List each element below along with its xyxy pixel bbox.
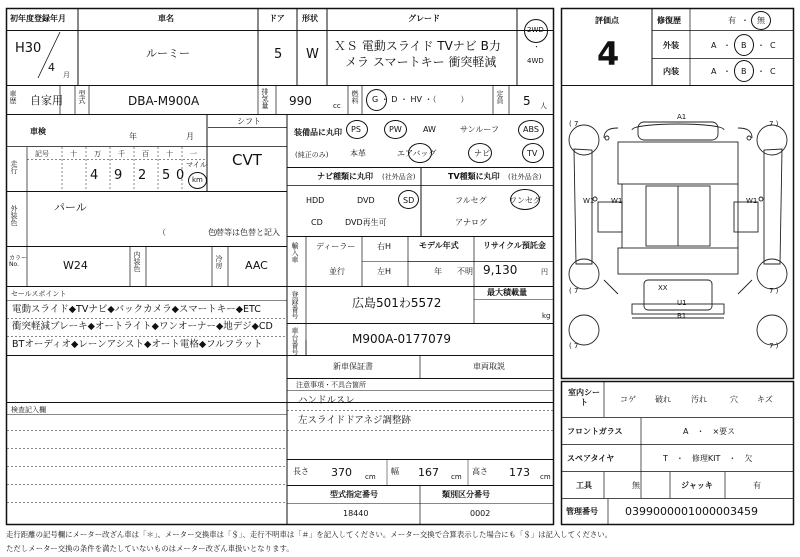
tv-fullseg: フルセグ xyxy=(455,196,487,205)
vehicle-manual: 車両取説 xyxy=(473,362,505,371)
chassis-label: 車台番号 xyxy=(291,327,299,355)
windshield-label: フロントガラス xyxy=(567,427,623,436)
displacement-value: 990 xyxy=(289,94,312,108)
diagram-bracket: 7 ) xyxy=(769,342,779,350)
width-unit: cm xyxy=(451,473,462,481)
first-reg-year: H30 xyxy=(15,41,42,56)
interior-opt-b: B xyxy=(741,67,747,76)
model-label: 型式 xyxy=(78,90,86,104)
class-label: 類別区分番号 xyxy=(442,490,490,499)
mileage-unit-mile: マイル xyxy=(186,161,207,169)
equip-abs: ABS xyxy=(523,125,539,134)
registration-label: 登録番号 xyxy=(291,291,299,319)
inspection-month-unit: 月 xyxy=(186,132,194,141)
tv-oneseg: ワンセグ xyxy=(509,196,541,205)
seat-dirt: 汚れ xyxy=(691,395,707,404)
color-paren: （ ） xyxy=(158,228,222,237)
car-name: ルーミー xyxy=(146,47,190,60)
management-label: 管理番号 xyxy=(566,507,598,516)
equip-leather: 本革 xyxy=(350,149,366,158)
color-value: パール xyxy=(54,201,87,214)
equip-pw: PW xyxy=(389,125,402,134)
designation-value: 18440 xyxy=(343,509,369,518)
capacity-value: 5 xyxy=(523,94,531,108)
exterior-opt-dot1: ・ xyxy=(723,41,731,50)
drive-2wd: 2WD xyxy=(527,26,544,34)
navi-sub: (社外品含) xyxy=(382,173,416,181)
exterior-opt-b: B xyxy=(741,41,747,50)
exterior-opt-dot2: ・ xyxy=(757,41,765,50)
diagram-bracket: ( 7 xyxy=(569,342,579,350)
tv-sub: (社外品含) xyxy=(508,173,542,181)
diagram-mark-u1: U1 xyxy=(677,299,687,307)
registration-value: 広島501わ5572 xyxy=(352,296,442,310)
navi-dvd: DVD xyxy=(357,196,375,205)
car-damage-diagram xyxy=(562,94,794,374)
height-label: 高さ xyxy=(472,467,488,476)
navi-dvd-play: DVD再生可 xyxy=(345,218,387,227)
equip-tv: TV xyxy=(527,149,538,158)
windshield-options: A ・ ×要ス xyxy=(683,427,736,436)
displacement-label: 排気量 xyxy=(261,88,269,109)
mileage-label: 走行 xyxy=(10,160,18,174)
exterior-opt-c: C xyxy=(770,41,776,50)
inspection-label: 車検 xyxy=(30,127,46,136)
repair-opt-no: 無 xyxy=(757,16,765,25)
interior-opt-c: C xyxy=(770,67,776,76)
seat-tear: 破れ xyxy=(655,395,671,404)
doors-value: 5 xyxy=(274,47,283,62)
chassis-value: M900A-0177079 xyxy=(352,332,451,346)
score-value: 4 xyxy=(597,35,620,73)
interior-seat-label: 室内シート xyxy=(568,388,600,408)
mileage-head-d6: 一 xyxy=(190,150,197,158)
designation-label: 型式指定番号 xyxy=(330,490,378,499)
equip-aw: AW xyxy=(423,125,436,134)
spare-options: T ・ 修理KIT ・ 欠 xyxy=(663,454,753,463)
mileage-digit: 5 xyxy=(162,168,171,183)
inspector-label: 検査記入欄 xyxy=(11,406,46,414)
color-code-label: カラーNo. xyxy=(9,255,28,268)
load-label: 最大積載量 xyxy=(487,288,527,297)
interior-opt-dot2: ・ xyxy=(757,67,765,76)
mileage-head-d4: 百 xyxy=(142,150,149,158)
mileage-head-d5: 十 xyxy=(166,150,173,158)
length-value: 370 xyxy=(331,466,352,479)
interior-color-label: 内装色 xyxy=(133,251,141,272)
navi-label: ナビ種類に丸印 xyxy=(317,172,373,181)
color-label: 外装色 xyxy=(10,205,18,226)
sales-line: 電動スライド◆TVナビ◆バックカメラ◆スマートキー◆ETC xyxy=(12,304,261,315)
height-unit: cm xyxy=(540,473,551,481)
drive-4wd: 4WD xyxy=(527,57,544,65)
interior-opt-dot1: ・ xyxy=(723,67,731,76)
sales-line: BTオーディオ◆レーンアシスト◆オート電格◆フルフラット xyxy=(12,339,263,350)
seat-scratch: キズ xyxy=(757,395,773,404)
diagram-mark-b1: B1 xyxy=(677,312,687,320)
interior-label: 内装 xyxy=(663,67,679,76)
first-reg-month-unit: 月 xyxy=(63,71,70,79)
length-unit: cm xyxy=(365,473,376,481)
navi-sd: SD xyxy=(403,196,415,205)
diagram-bracket: 7 ) xyxy=(769,120,779,128)
diagram-bracket: ( 7 xyxy=(569,120,579,128)
fuel-label: 燃料 xyxy=(351,90,359,104)
diagram-mark-w1-left: W1 xyxy=(583,197,595,205)
sales-line: 衝突軽減ブレーキ◆オートライト◆ワンオーナー◆地デジ◆CD xyxy=(12,321,273,332)
tv-analog: アナログ xyxy=(455,218,487,227)
exterior-opt-a: A xyxy=(711,41,717,50)
import-dealer: ディーラー xyxy=(316,242,356,251)
recycle-value: 9,130 xyxy=(483,263,518,277)
mileage-digit: 9 xyxy=(114,168,123,183)
repair-opt-dot: ・ xyxy=(741,16,749,25)
tools-value: 無 xyxy=(632,481,640,490)
sales-label: セールスポイント xyxy=(11,290,67,298)
mileage-digit: 2 xyxy=(138,168,147,183)
equipment-label: 装備品に丸印 xyxy=(294,128,342,137)
score-label: 評価点 xyxy=(595,16,619,25)
usage-label: 車歴 xyxy=(9,90,17,104)
car-name-label: 車名 xyxy=(158,14,174,23)
model-year-value: 不明 xyxy=(457,267,473,276)
equipment-sublabel: (純正のみ) xyxy=(295,151,329,159)
shape-value: W xyxy=(306,47,319,62)
diagram-mark-xx: XX xyxy=(658,284,668,292)
fuel-options: G ・ D ・ HV ・（ ） xyxy=(372,95,469,104)
navi-hdd: HDD xyxy=(306,196,325,205)
model-value: DBA-M900A xyxy=(128,94,200,108)
diagram-bracket: 7 ) xyxy=(769,287,779,295)
tools-label: 工具 xyxy=(576,481,592,490)
first-reg-label: 初年度登録年月 xyxy=(10,14,66,23)
ac-value: AAC xyxy=(245,259,268,272)
new-car-warranty: 新車保証書 xyxy=(333,362,373,371)
interior-opt-a: A xyxy=(711,67,717,76)
seat-burn: コゲ xyxy=(620,395,636,404)
diagram-mark-w1-center: W1 xyxy=(611,197,623,205)
diagram-mark-w1-right: W1 xyxy=(746,197,758,205)
diagram-mark-a1: A1 xyxy=(677,113,687,121)
notes-line: ハンドルスレ xyxy=(298,395,355,406)
seat-hole: 穴 xyxy=(730,395,738,404)
grade-label: グレード xyxy=(408,14,440,23)
load-unit: kg xyxy=(542,312,551,320)
drive-dot: ・ xyxy=(533,43,540,51)
tv-label: TV種類に丸印 xyxy=(448,172,500,181)
ac-label: 冷房 xyxy=(215,255,223,269)
mileage-head-sign: 記号 xyxy=(35,150,49,158)
length-label: 長さ xyxy=(293,467,309,476)
shape-label: 形状 xyxy=(302,14,318,23)
notes-line: 左スライドドアネジ調整跡 xyxy=(298,415,412,426)
capacity-label: 定員 xyxy=(496,90,504,104)
recycle-label: リサイクル預託金 xyxy=(483,241,546,250)
import-left: 左H xyxy=(377,267,392,276)
color-code-value: W24 xyxy=(63,259,88,272)
footer-line1: 走行距離の記号欄にメーター改ざん車は「＊」、メーター交換車は「＄」、走行不明車は「＃」を記入してください。メーター交換で合算表示した場合にも「＄」は記入してください。 xyxy=(6,530,613,539)
door-label: ドア xyxy=(269,14,285,23)
spare-label: スペアタイヤ xyxy=(567,454,615,463)
mileage-unit-km: km xyxy=(192,176,203,184)
width-value: 167 xyxy=(418,466,439,479)
equip-ps: PS xyxy=(351,125,361,134)
footer-line2: ただしメーター交換の条件を満たしていないものはメーター改ざん車扱いとなります。 xyxy=(6,544,294,553)
navi-cd: CD xyxy=(311,218,323,227)
diagram-bracket: ( 7 xyxy=(569,287,579,295)
shift-label: シフト xyxy=(237,117,261,126)
first-reg-month: 4 xyxy=(48,61,55,74)
mileage-head-d1: 十 xyxy=(70,150,77,158)
height-value: 173 xyxy=(509,466,530,479)
width-label: 幅 xyxy=(391,467,399,476)
model-year-unit: 年 xyxy=(434,267,442,276)
capacity-unit: 人 xyxy=(540,102,547,110)
mileage-head-d2: 万 xyxy=(94,150,101,158)
equip-sunroof: サンルーフ xyxy=(460,125,499,134)
color-note: 色替等は色替と記入 xyxy=(208,228,280,237)
recycle-unit: 円 xyxy=(541,268,548,276)
class-value: 0002 xyxy=(470,509,491,518)
repair-label: 修復歴 xyxy=(657,16,681,25)
jack-label: ジャッキ xyxy=(681,481,713,490)
displacement-unit: cc xyxy=(333,102,341,110)
repair-opt-yes: 有 xyxy=(728,16,736,25)
inspection-year-unit: 年 xyxy=(129,132,137,141)
usage-value: 自家用 xyxy=(30,94,63,107)
mileage-digit: 0 xyxy=(176,168,185,183)
shift-value: CVT xyxy=(232,151,262,169)
jack-value: 有 xyxy=(753,481,761,490)
grade-line1: ＸＳ 電動スライド TVナビ B力 xyxy=(334,39,501,53)
mileage-head-d3: 千 xyxy=(118,150,125,158)
mileage-digit: 4 xyxy=(90,168,99,183)
management-value: 0399000001000003459 xyxy=(625,505,758,518)
import-right: 右H xyxy=(377,242,392,251)
notes-label: 注意事項・不具合箇所 xyxy=(296,381,366,389)
exterior-label: 外装 xyxy=(663,41,679,50)
equip-navi: ナビ xyxy=(474,149,490,158)
equip-airbag: エアバッグ xyxy=(397,149,437,158)
model-year-label: モデル年式 xyxy=(419,241,459,250)
import-parallel: 並行 xyxy=(329,267,345,276)
grade-line2: メラ スマートキー 衝突軽減 xyxy=(345,55,497,69)
import-label: 輸入車 xyxy=(291,242,299,263)
